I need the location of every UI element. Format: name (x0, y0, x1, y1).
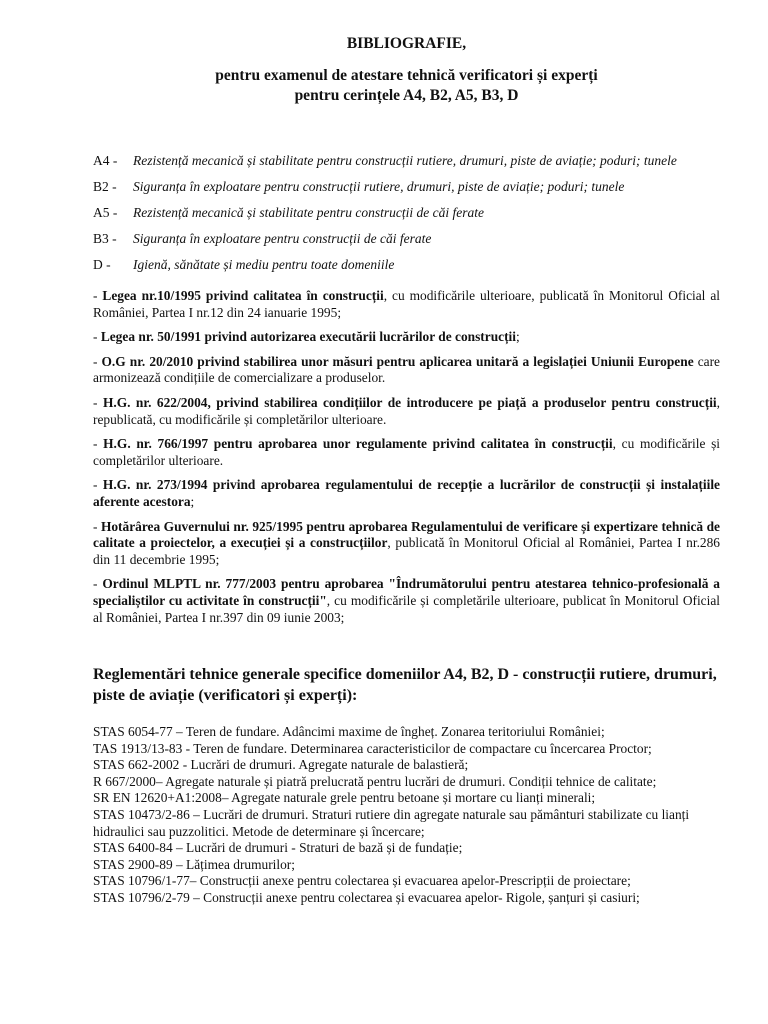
definition-text: Siguranța în exploatare pentru construcții de căi ferate (133, 231, 432, 246)
definition-item-a4 (93, 152, 720, 169)
definition-item-d (93, 256, 720, 273)
definition-text: Rezistență mecanică și stabilitate pentru construcții rutiere, drumuri, piste de aviație; poduri; tunele (133, 153, 677, 168)
legislation-title: Hotărârea Guvernului nr. 925/1995 pentru aprobarea Regulamentului de verificare și expertizare tehnică de calitate a proiectelor, a execuției și a construcțiilor (93, 518, 720, 551)
legislation-prefix: - (93, 329, 101, 345)
definition-item-a5 (93, 204, 720, 221)
definition-text: Siguranța în exploatare pentru construcții rutiere, drumuri, piste de aviație; poduri; tunele (133, 179, 625, 194)
legislation-item (93, 395, 720, 428)
definition-item-b2 (93, 178, 720, 195)
legislation-item (93, 288, 720, 321)
legislation-details: , publicată în Monitorul Oficial al României, Partea I nr.286 din 11 decembrie 1995; (93, 535, 720, 567)
standard-item: STAS 662-2002 - Lucrări de drumuri. Agregate naturale de balastieră; (93, 757, 469, 773)
legislation-item (93, 576, 720, 626)
legislation-item (93, 519, 720, 569)
requirement-definitions (93, 152, 720, 273)
document-subtitle-line2: pentru cerințele A4, B2, A5, B3, D (294, 87, 519, 104)
standard-item: R 667/2000– Agregate naturale și piatră prelucrată pentru lucrări de drumuri. Condiții tehnice de calitate; (93, 773, 657, 789)
legislation-title: H.G. nr. 273/1994 privind aprobarea regulamentului de recepție a lucrărilor de construcții și instalațiile aferente acestora (93, 477, 720, 509)
standard-item: STAS 2900-89 – Lățimea drumurilor; (93, 856, 295, 872)
definition-text: Igienă, sănătate și mediu pentru toate domeniile (133, 257, 395, 272)
legislation-prefix: - (93, 576, 103, 592)
legislation-item (93, 477, 720, 510)
standard-item: STAS 6400-84 – Lucrări de drumuri - Straturi de bază și de fundație; (93, 840, 463, 856)
document-header (93, 34, 720, 106)
legislation-title: H.G. nr. 622/2004, privind stabilirea condițiilor de introducere pe piață a produselor pentru construcții (102, 394, 717, 410)
definition-code: B2 - (93, 179, 117, 194)
document-title: BIBLIOGRAFIE, (346, 35, 467, 52)
legislation-details: ; (190, 493, 195, 509)
definition-code: A5 - (93, 205, 118, 220)
standard-item: STAS 10796/2-79 – Construcții anexe pentru colectarea și evacuarea apelor- Rigole, șanțuri și casiuri; (93, 890, 640, 906)
definition-code: B3 - (93, 231, 117, 246)
legislation-prefix: - (93, 288, 103, 303)
legislation-details: , republicată, cu modificările și completărilor ulterioare. (93, 394, 720, 427)
definition-code: A4 - (93, 153, 118, 168)
standard-item: SR EN 12620+A1:2008– Agregate naturale grele pentru betoane și mortare cu lianți minerali; (93, 790, 596, 806)
legislation-details: , cu modificările și completărilor ulterioare. (93, 436, 720, 468)
legislation-details: , cu modificările și completările ulterioare, publicat în Monitorul Oficial al României, Partea I nr.397 din 09 iunie 2003; (93, 592, 720, 625)
legislation-title: H.G. nr. 766/1997 pentru aprobarea unor regulamente privind calitatea în construcții (103, 436, 613, 452)
legislation-prefix: - (93, 394, 103, 410)
legislation-prefix: - (93, 436, 104, 452)
document-subtitle-line1: pentru examenul de atestare tehnică verificatori și experți (215, 67, 598, 84)
legislation-details: ; (516, 329, 520, 345)
legislation-details: care armonizează condițiile de comercializare a produselor. (93, 353, 720, 386)
standards-list (93, 724, 720, 907)
standard-item: TAS 1913/13-83 - Teren de fundare. Determinarea caracteristicilor de compactare cu încercarea Proctor; (93, 740, 652, 756)
standard-item: STAS 6054-77 – Teren de fundare. Adâncimi maxime de îngheț. Zonarea teritoriului României; (93, 724, 605, 740)
standard-item: STAS 10796/1-77– Construcții anexe pentru colectarea și evacuarea apelor-Prescripții de proiectare; (93, 873, 631, 889)
definition-text: Rezistență mecanică și stabilitate pentru construcții de căi ferate (133, 205, 484, 220)
legislation-details: , cu modificările ulterioare, publicată în Monitorul Oficial al României, Partea I nr.12 din 24 ianuarie 1995; (93, 288, 721, 320)
legislation-item (93, 436, 720, 469)
legislation-item (93, 354, 720, 387)
legislation-prefix: - (93, 518, 101, 534)
legislation-item (93, 329, 720, 346)
definition-code: D - (93, 257, 111, 272)
standard-item: STAS 10473/2-86 – Lucrări de drumuri. Straturi rutiere din agregate naturale sau pământuri stabilizate cu lianți hidraulici sau puzzolitici. Metode de determinare și încercare; (93, 807, 690, 839)
legislation-title: Legea nr. 50/1991 privind autorizarea executării lucrărilor de construcții (100, 329, 516, 345)
section-title: Reglementări tehnice generale specifice domeniilor A4, B2, D - construcții rutiere, drumuri, piste de aviație (verificatori și experți): (93, 666, 717, 705)
definition-item-b3 (93, 230, 720, 247)
legislation-title: O.G nr. 20/2010 privind stabilirea unor măsuri pentru aplicarea unitară a legislației Uniunii Europene (101, 353, 694, 369)
legislation-list (93, 288, 720, 626)
legislation-title: Ordinul MLPTL nr. 777/2003 pentru aprobarea "Îndrumătorului pentru atestarea tehnico-profesională a specialiștilor cu activitate în construcții" (93, 576, 721, 608)
legislation-prefix: - (93, 353, 102, 369)
legislation-title: Legea nr.10/1995 privind calitatea în construcții (102, 288, 384, 303)
legislation-prefix: - (93, 477, 103, 493)
